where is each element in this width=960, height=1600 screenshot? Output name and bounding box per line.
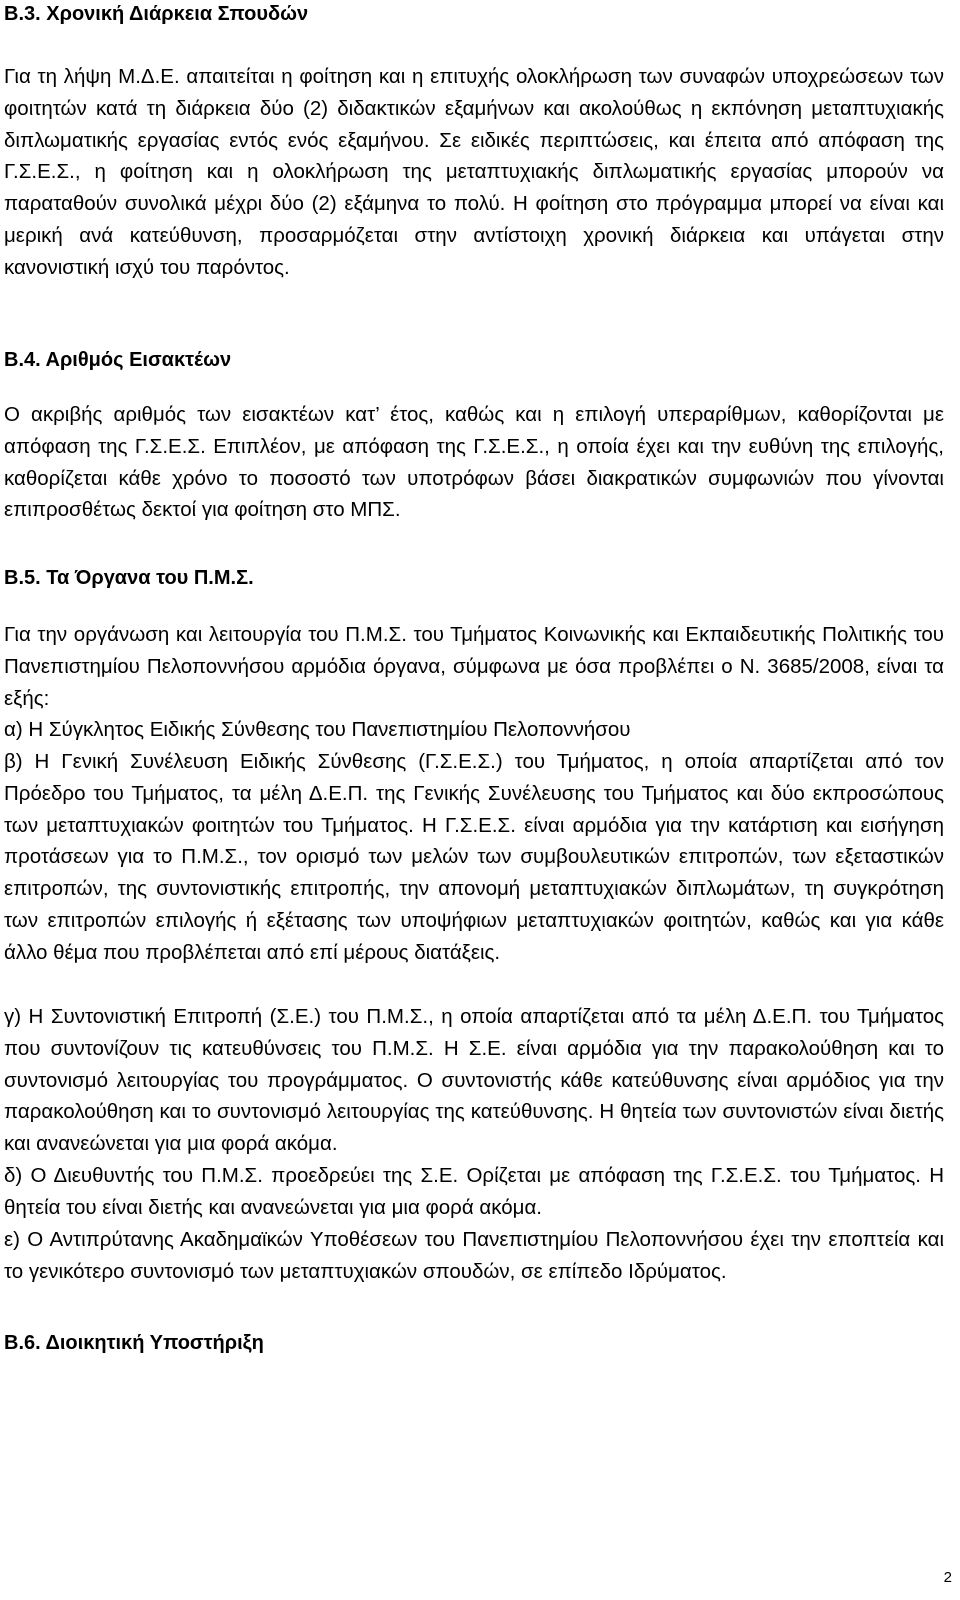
- list-item-c: γ) Η Συντονιστική Επιτροπή (Σ.Ε.) του Π.Μ.Σ., η οποία απαρτίζεται από τα μέλη Δ.Ε.Π. του Τμήματος που συντονίζουν τις κατευθύνσεις του Π.Μ.Σ. Η Σ.Ε. είναι αρμόδια για την παρακολούθηση και το συντονισμό λειτουργίας του προγράμματος. Ο συντονιστής κάθε κατεύθυνσης είναι αρμόδιος για την παρακολούθηση και το συντονισμό λειτουργίας της κατεύθυνσης. Η θητεία των συντονιστών είναι διετής και ανανεώνεται για μια φορά ακόμα.: [4, 1005, 944, 1156]
- paragraph-admissions: Ο ακριβής αριθμός των εισακτέων κατ’ έτος, καθώς και η επιλογή υπεραρίθμων, καθορίζονται με απόφαση της Γ.Σ.Ε.Σ. Επιπλέον, με απόφαση της Γ.Σ.Ε.Σ., η οποία έχει και την ευθύνη της επιλογής, καθορίζεται κάθε χρόνο το ποσοστό των υποτρόφων βάσει διακρατικών συμφωνιών που γίνονται επιπροσθέτως δεκτοί για φοίτηση στο ΜΠΣ.: [4, 403, 944, 522]
- list-item-b: β) Η Γενική Συνέλευση Ειδικής Σύνθεσης (Γ.Σ.Ε.Σ.) του Τμήματος, η οποία απαρτίζεται από τον Πρόεδρο του Τμήματος, τα μέλη Δ.Ε.Π. της Γενικής Συνέλευσης του Τμήματος και δύο εκπροσώπους των μεταπτυχιακών φοιτητών του Τμήματος. Η Γ.Σ.Ε.Σ. είναι αρμόδια για την κατάρτιση και εισήγηση προτάσεων για το Π.Μ.Σ., τον ορισμό των μελών των συμβουλευτικών επιτροπών, των εξεταστικών επιτροπών, της συντονιστικής επιτροπής, την απονομή μεταπτυχιακών διπλωμάτων, τη συγκρότηση των επιτροπών επιλογής ή εξέτασης των υποψήφιων μεταπτυχιακών φοιτητών, καθώς και για κάθε άλλο θέμα που προβλέπεται από επί μέρους διατάξεις.: [4, 750, 944, 964]
- paragraph-organs-intro: Για την οργάνωση και λειτουργία του Π.Μ.Σ. του Τμήματος Κοινωνικής και Εκπαιδευτικής Πολιτικής του Πανεπιστημίου Πελοποννήσου αρμόδια όργανα, σύμφωνα με όσα προβλέπει ο Ν. 3685/2008, είναι τα εξής:: [4, 623, 944, 710]
- page-number: 2: [943, 1569, 952, 1586]
- section-heading-b4: Β.4. Αριθμός Εισακτέων: [4, 349, 232, 371]
- section-heading-b6: Β.6. Διοικητική Υποστήριξη: [4, 1332, 264, 1354]
- list-item-e: ε) Ο Αντιπρύτανης Ακαδημαϊκών Υποθέσεων του Πανεπιστημίου Πελοποννήσου έχει την εποπτεία και το γενικότερο συντονισμό των μεταπτυχιακών σπουδών, σε επίπεδο Ιδρύματος.: [4, 1228, 944, 1283]
- section-heading-b5: Β.5. Τα Όργανα του Π.Μ.Σ.: [4, 567, 254, 589]
- section-heading-b3: Β.3. Χρονική Διάρκεια Σπουδών: [4, 3, 309, 25]
- list-item-d: δ) Ο Διευθυντής του Π.Μ.Σ. προεδρεύει της Σ.Ε. Ορίζεται με απόφαση της Γ.Σ.Ε.Σ. του Τμήματος. Η θητεία του είναι διετής και ανανεώνεται για μια φορά ακόμα.: [4, 1164, 944, 1219]
- list-item-a: α) Η Σύγκλητος Ειδικής Σύνθεσης του Πανεπιστημίου Πελοποννήσου: [4, 718, 631, 741]
- paragraph-duration: Για τη λήψη Μ.Δ.Ε. απαιτείται η φοίτηση και η επιτυχής ολοκλήρωση των συναφών υποχρεώσεων των φοιτητών κατά τη διάρκεια δύο (2) διδακτικών εξαμήνων και ακολούθως η εκπόνηση μεταπτυχιακής διπλωματικής εργασίας εντός ενός εξαμήνου. Σε ειδικές περιπτώσεις, και έπειτα από απόφαση της Γ.Σ.Ε.Σ., η φοίτηση και η ολοκλήρωση της μεταπτυχιακής διπλωματικής εργασίας μπορούν να παραταθούν συνολικά μέχρι δύο (2) εξάμηνα το πολύ. Η φοίτηση στο πρόγραμμα μπορεί να είναι και μερική ανά κατεύθυνση, προσαρμόζεται στην αντίστοιχη χρονική διάρκεια και υπάγεται στην κανονιστική ισχύ του παρόντος.: [4, 65, 944, 279]
